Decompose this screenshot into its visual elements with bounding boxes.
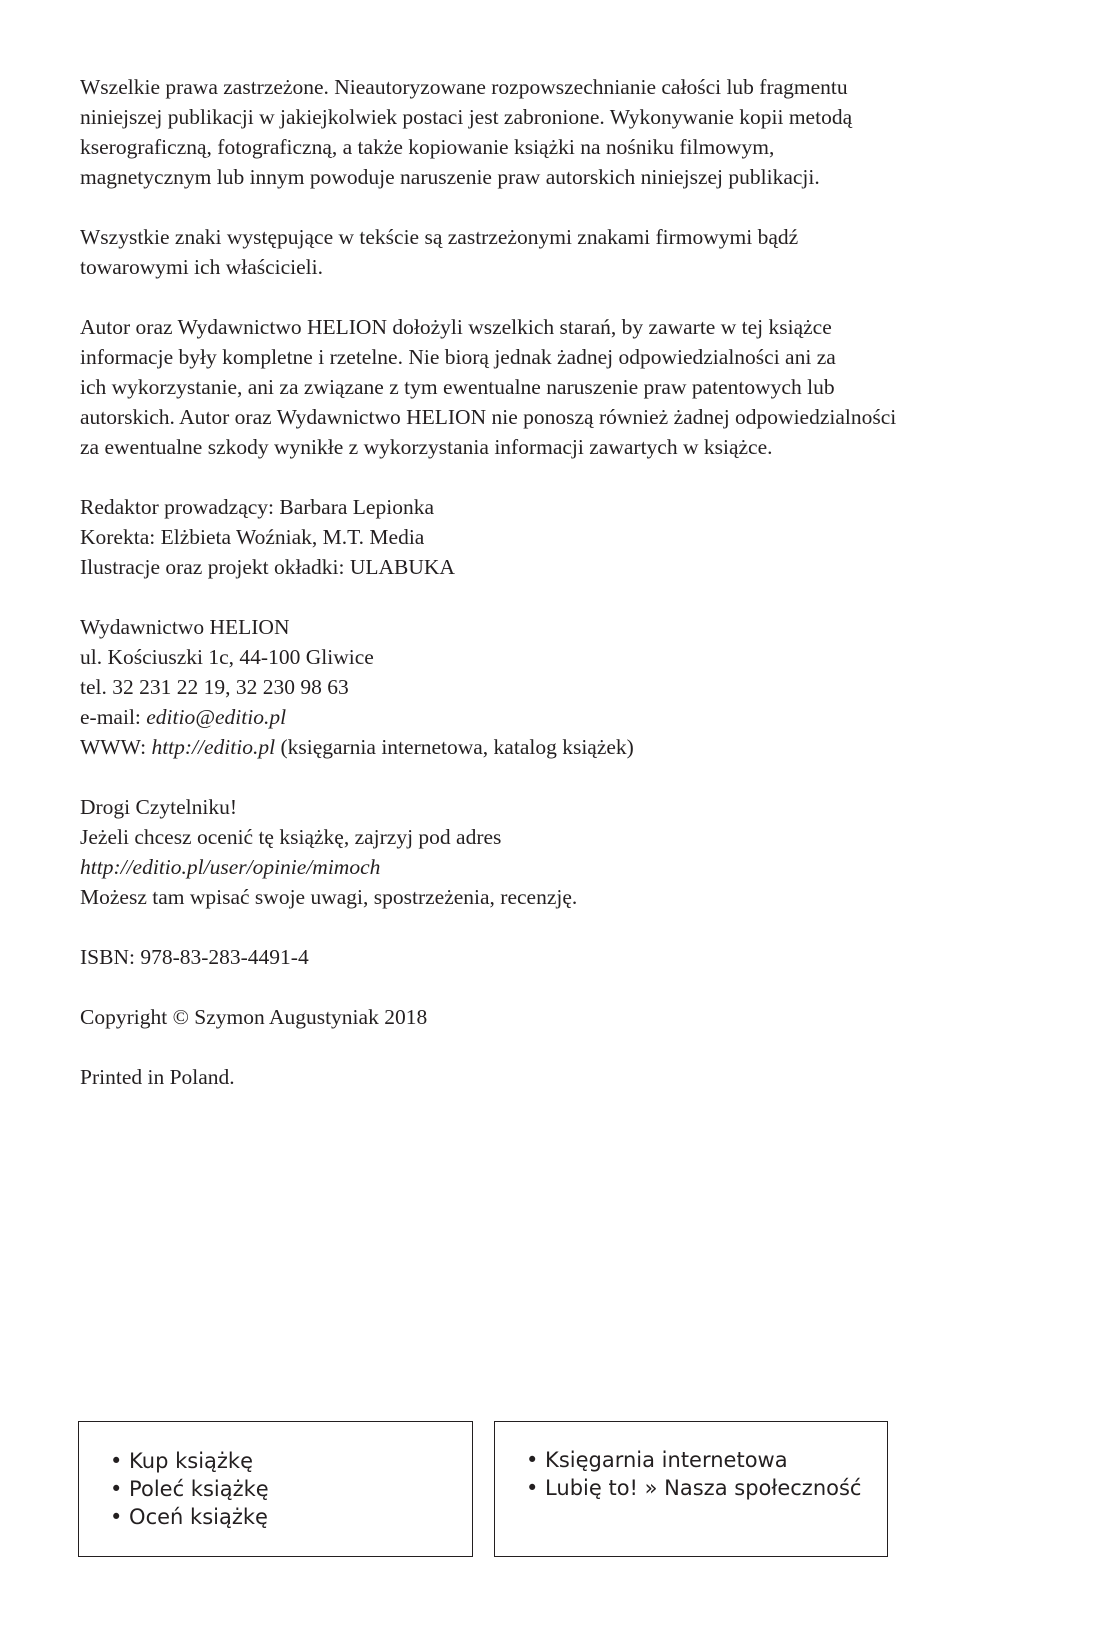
publisher-name: Wydawnictwo HELION (80, 615, 290, 639)
www-link[interactable]: http://editio.pl (151, 735, 276, 759)
community-links-box (494, 1421, 888, 1557)
proofreading-credit: Korekta: Elżbieta Woźniak, M.T. Media (80, 525, 425, 549)
rights-line: kserograficzną, fotograficzną, a także kopiowanie książki na nośniku filmowym, (80, 135, 775, 159)
illustrations-credit: Ilustracje oraz projekt okładki: ULABUKA (80, 555, 455, 579)
rights-line: magnetycznym lub innym powoduje naruszenie praw autorskich niniejszej publikacji. (80, 165, 820, 189)
isbn-text: ISBN: 978-83-283-4491-4 (80, 945, 309, 969)
disclaimer-line: za ewentualne szkody wynikłe z wykorzystania informacji zawartych w książce. (80, 435, 773, 459)
email-label: e-mail: (80, 705, 147, 729)
reader-paragraph (80, 792, 1040, 912)
trademarks-paragraph (80, 222, 1040, 282)
printed-notice (80, 1062, 1040, 1092)
publisher-phone: tel. 32 231 22 19, 32 230 98 63 (80, 675, 349, 699)
opinion-link[interactable]: http://editio.pl/user/opinie/mimoch (80, 855, 381, 879)
trademarks-line: Wszystkie znaki występujące w tekście są zastrzeżonymi znakami firmowymi bądź (80, 225, 799, 249)
recommend-book-link[interactable]: • Poleć książkę (110, 1477, 269, 1501)
disclaimer-line: Autor oraz Wydawnictwo HELION dołożyli wszelkich starań, by zawarte w tej książce (80, 315, 832, 339)
rights-line: niniejszej publikacji w jakiejkolwiek postaci jest zabronione. Wykonywanie kopii metodą (80, 105, 853, 129)
rights-line: Wszelkie prawa zastrzeżone. Nieautoryzowane rozpowszechnianie całości lub fragmentu (80, 75, 848, 99)
trademarks-line: towarowymi ich właścicieli. (80, 255, 323, 279)
buy-book-link[interactable]: • Kup książkę (110, 1449, 254, 1473)
printed-text: Printed in Poland. (80, 1065, 235, 1089)
publisher-paragraph (80, 612, 1040, 762)
rate-book-link[interactable]: • Oceń książkę (110, 1505, 268, 1529)
www-note: (księgarnia internetowa, katalog książek) (275, 735, 634, 759)
publisher-email-line (80, 702, 1040, 732)
editor-credit: Redaktor prowadzący: Barbara Lepionka (80, 495, 434, 519)
disclaimer-line: autorskich. Autor oraz Wydawnictwo HELION nie ponoszą również żadnej odpowiedzialności (80, 405, 897, 429)
isbn (80, 942, 1040, 972)
reader-invite: Jeżeli chcesz ocenić tę książkę, zajrzyj pod adres (80, 825, 502, 849)
publisher-address: ul. Kościuszki 1c, 44-100 Gliwice (80, 645, 374, 669)
rights-paragraph (80, 72, 1040, 192)
reader-note: Możesz tam wpisać swoje uwagi, spostrzeżenia, recenzję. (80, 885, 578, 909)
email-link[interactable]: editio@editio.pl (146, 705, 287, 729)
reader-greeting: Drogi Czytelniku! (80, 795, 238, 819)
disclaimer-line: informacje były kompletne i rzetelne. Nie biorą jednak żadnej odpowiedzialności ani za (80, 345, 836, 369)
community-link[interactable]: • Lubię to! » Nasza społeczność (526, 1476, 862, 1500)
credits-paragraph (80, 492, 1040, 582)
book-actions-box (78, 1421, 473, 1557)
disclaimer-paragraph (80, 312, 1040, 462)
copyright-page-text (80, 72, 1040, 1122)
www-label: WWW: (80, 735, 152, 759)
publisher-www-line (80, 732, 1040, 762)
copyright-notice (80, 1002, 1040, 1032)
disclaimer-line: ich wykorzystanie, ani za związane z tym ewentualne naruszenie praw patentowych lub (80, 375, 835, 399)
copyright-text: Copyright © Szymon Augustyniak 2018 (80, 1005, 428, 1029)
online-bookstore-link[interactable]: • Księgarnia internetowa (526, 1448, 788, 1472)
